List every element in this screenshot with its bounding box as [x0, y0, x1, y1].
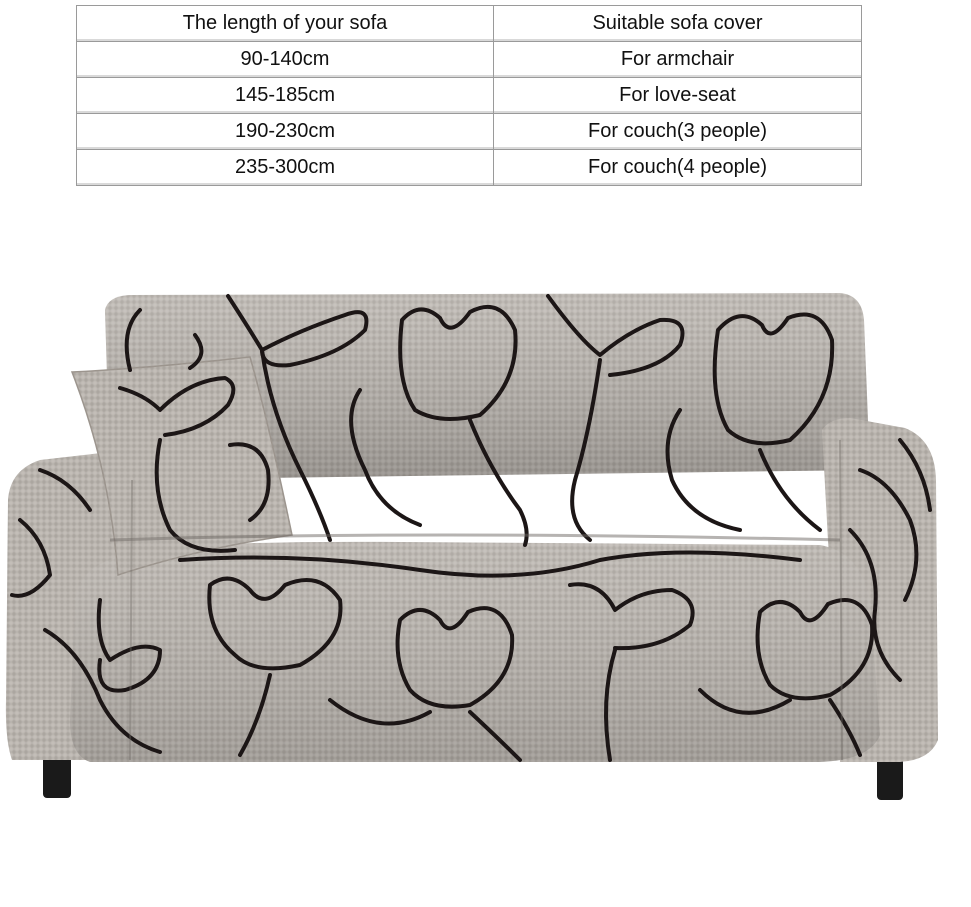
cover-type-cell: For love-seat — [494, 78, 862, 114]
cover-type-cell: For couch(3 people) — [494, 114, 862, 150]
sofa-length-cell: 235-300cm — [77, 150, 494, 186]
sofa-length-cell: 145-185cm — [77, 78, 494, 114]
table-row — [77, 150, 862, 186]
header-suitable-cover: Suitable sofa cover — [494, 6, 862, 42]
table-row — [77, 114, 862, 150]
sofa-size-table — [76, 5, 862, 186]
cover-type-cell: For armchair — [494, 42, 862, 78]
sofa-length-cell: 90-140cm — [77, 42, 494, 78]
cover-type-cell: For couch(4 people) — [494, 150, 862, 186]
sofa-cover-photo — [0, 280, 971, 820]
header-sofa-length: The length of your sofa — [77, 6, 494, 42]
table-row — [77, 78, 862, 114]
table-header-row — [77, 6, 862, 42]
sofa-length-cell: 190-230cm — [77, 114, 494, 150]
table-row — [77, 42, 862, 78]
